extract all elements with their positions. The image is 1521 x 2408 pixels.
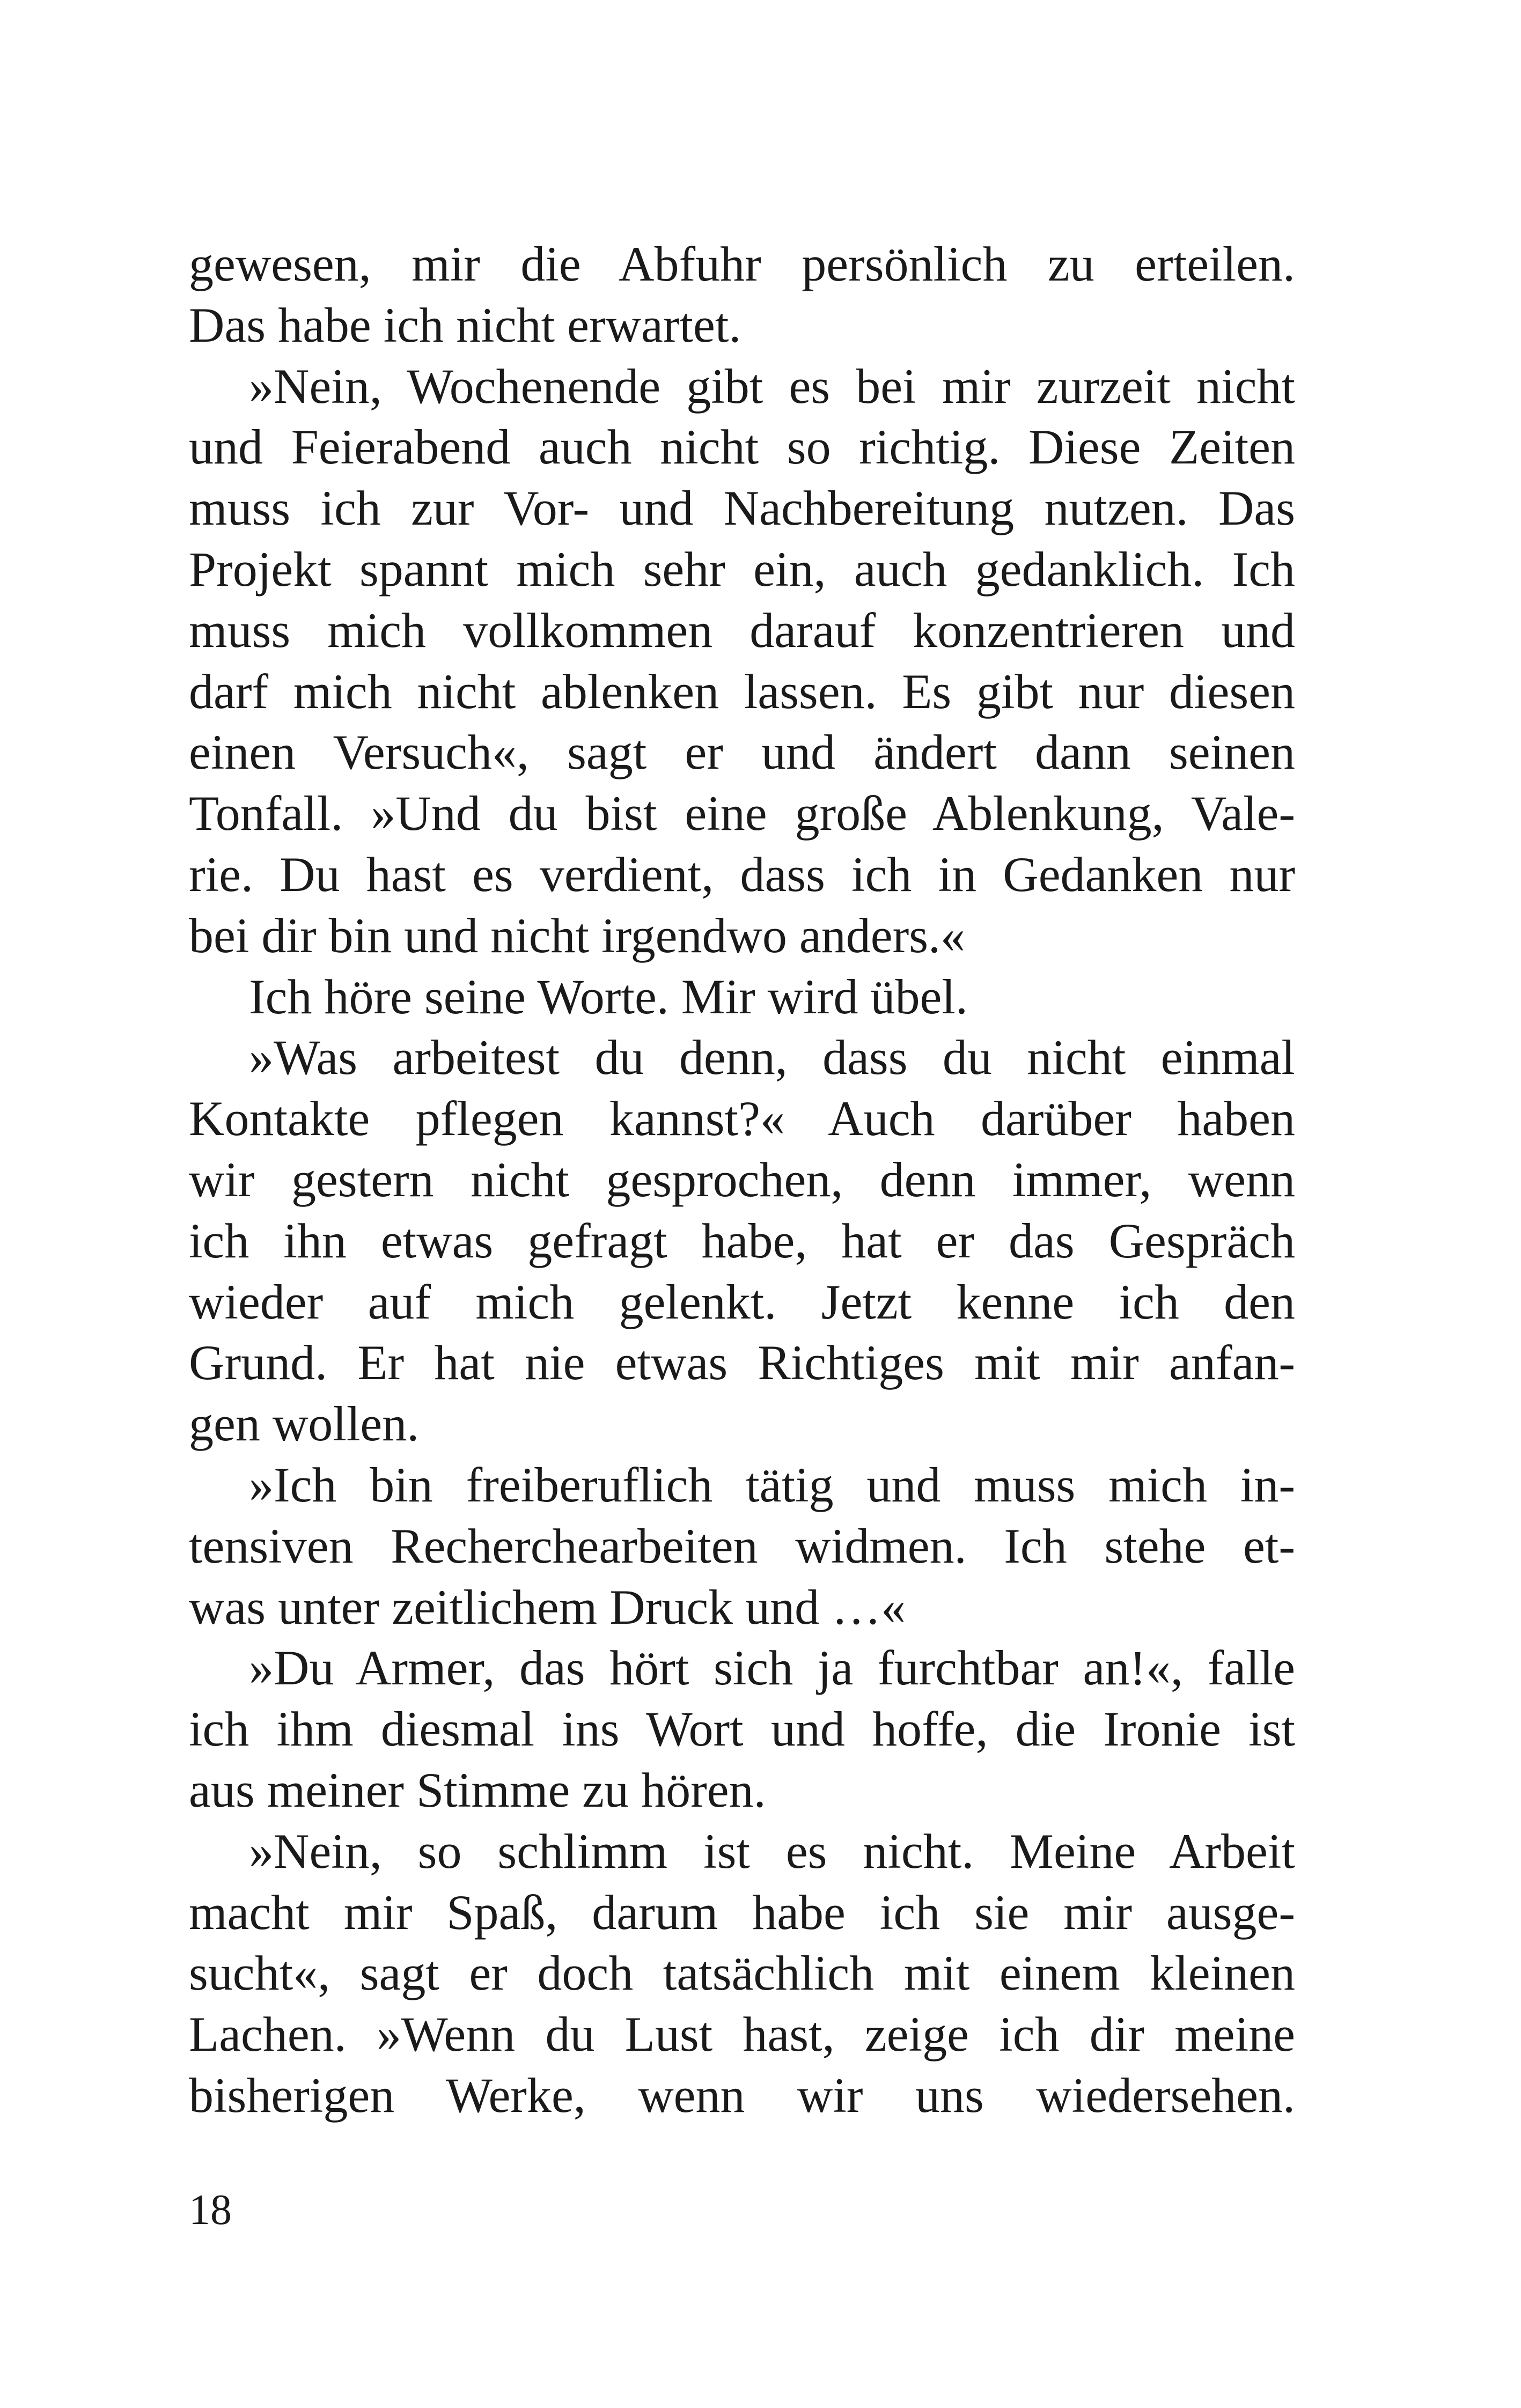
text-line: bei dir bin und nicht irgendwo anders.« xyxy=(189,908,966,963)
text-line: einen Versuch«, sagt er und ändert dann seinen xyxy=(189,725,1295,780)
text-line: muss ich zur Vor- und Nachbereitung nutzen. Das xyxy=(189,481,1295,536)
text-line: aus meiner Stimme zu hören. xyxy=(189,1762,766,1817)
text-line: »Was arbeitest du denn, dass du nicht einmal xyxy=(249,1030,1295,1085)
text-line: wir gestern nicht gesprochen, denn immer, wenn xyxy=(189,1152,1295,1207)
text-line: Das habe ich nicht erwartet. xyxy=(189,297,741,352)
text-line: tensiven Recherchearbeiten widmen. Ich stehe et- xyxy=(189,1518,1295,1573)
text-line: ich ihm diesmal ins Wort und hoffe, die Ironie ist xyxy=(189,1702,1295,1757)
text-line: Lachen. »Wenn du Lust hast, zeige ich dir meine xyxy=(189,2007,1295,2062)
text-line: darf mich nicht ablenken lassen. Es gibt nur diesen xyxy=(189,664,1295,719)
text-line: Ich höre seine Worte. Mir wird übel. xyxy=(249,969,968,1024)
text-line: »Nein, so schlimm ist es nicht. Meine Arbeit xyxy=(249,1823,1295,1879)
text-line: Projekt spannt mich sehr ein, auch gedanklich. Ich xyxy=(189,541,1295,597)
text-line: Kontakte pflegen kannst?« Auch darüber haben xyxy=(189,1091,1295,1146)
text-line: und Feierabend auch nicht so richtig. Diese Zeiten xyxy=(189,419,1295,475)
text-line: Tonfall. »Und du bist eine große Ablenkung, Vale- xyxy=(189,786,1295,841)
text-line: sucht«, sagt er doch tatsächlich mit einem kleinen xyxy=(189,1946,1295,2001)
text-line: muss mich vollkommen darauf konzentrieren und xyxy=(189,602,1295,658)
text-line: »Du Armer, das hört sich ja furchtbar an!«, falle xyxy=(249,1640,1295,1696)
text-line: macht mir Spaß, darum habe ich sie mir ausge- xyxy=(189,1884,1295,1940)
text-line: bisherigen Werke, wenn wir uns wiedersehen. xyxy=(189,2067,1295,2123)
text-line: Grund. Er hat nie etwas Richtiges mit mir anfan- xyxy=(189,1335,1295,1390)
page-number: 18 xyxy=(189,2186,232,2234)
text-line: wieder auf mich gelenkt. Jetzt kenne ich den xyxy=(189,1274,1295,1329)
text-line: rie. Du hast es verdient, dass ich in Gedanken nur xyxy=(189,846,1295,902)
text-line: »Ich bin freiberuflich tätig und muss mich in- xyxy=(249,1457,1295,1512)
body-text xyxy=(189,234,1295,2126)
text-line: ich ihn etwas gefragt habe, hat er das Gespräch xyxy=(189,1213,1295,1268)
text-line: gewesen, mir die Abfuhr persönlich zu erteilen. xyxy=(189,237,1295,291)
text-line: »Nein, Wochenende gibt es bei mir zurzeit nicht xyxy=(249,358,1295,414)
text-line: was unter zeitlichem Druck und …« xyxy=(189,1579,906,1634)
text-line: gen wollen. xyxy=(189,1396,420,1452)
